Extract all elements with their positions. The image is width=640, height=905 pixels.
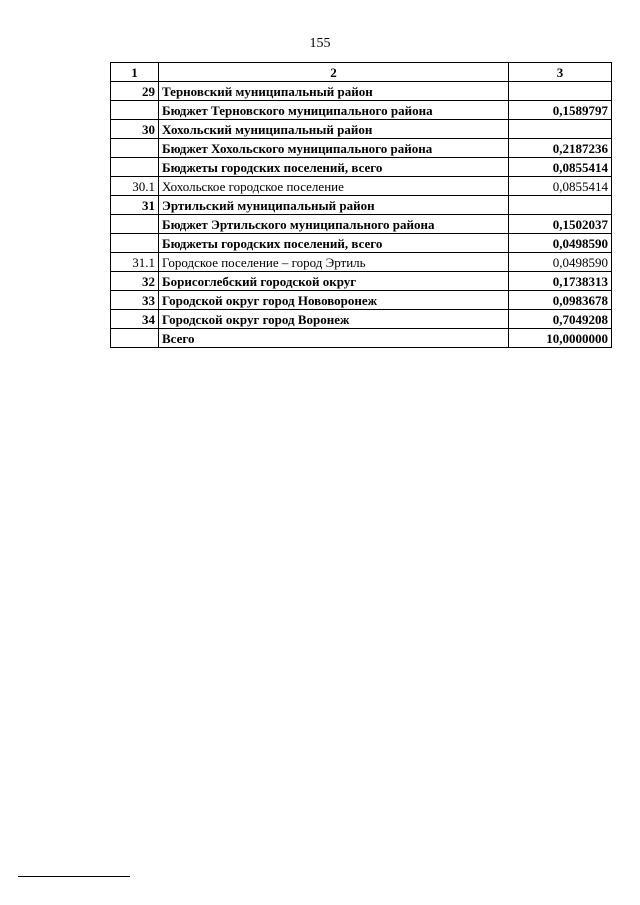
row-value: 0,0855414 <box>509 158 612 177</box>
row-number: 30.1 <box>111 177 159 196</box>
row-value: 0,1589797 <box>509 101 612 120</box>
table-row <box>111 177 612 196</box>
row-value: 0,7049208 <box>509 310 612 329</box>
row-value: 0,0498590 <box>509 253 612 272</box>
row-number: 31 <box>111 196 159 215</box>
footnote-separator <box>18 876 130 877</box>
table-body <box>111 82 612 348</box>
row-name: Борисоглебский городской округ <box>159 272 509 291</box>
table-row <box>111 253 612 272</box>
row-number: 30 <box>111 120 159 139</box>
row-name: Бюджет Терновского муниципального района <box>159 101 509 120</box>
row-value <box>509 196 612 215</box>
row-name: Хохольский муниципальный район <box>159 120 509 139</box>
row-name: Городской округ город Нововоронеж <box>159 291 509 310</box>
row-number: 29 <box>111 82 159 101</box>
row-number <box>111 234 159 253</box>
row-number: 33 <box>111 291 159 310</box>
header-row <box>111 63 612 82</box>
table-row <box>111 215 612 234</box>
row-number: 34 <box>111 310 159 329</box>
row-value: 0,1502037 <box>509 215 612 234</box>
table-row <box>111 158 612 177</box>
table-row <box>111 120 612 139</box>
row-value: 10,0000000 <box>509 329 612 348</box>
row-number <box>111 158 159 177</box>
row-number <box>111 329 159 348</box>
table-row <box>111 101 612 120</box>
table-row <box>111 291 612 310</box>
row-value: 0,0983678 <box>509 291 612 310</box>
row-value: 0,0855414 <box>509 177 612 196</box>
row-value <box>509 82 612 101</box>
header-col-2: 2 <box>159 63 509 82</box>
row-number <box>111 215 159 234</box>
total-row <box>111 329 612 348</box>
row-value <box>509 120 612 139</box>
row-name: Бюджет Эртильского муниципального района <box>159 215 509 234</box>
row-name: Терновский муниципальный район <box>159 82 509 101</box>
table-row <box>111 82 612 101</box>
table-row <box>111 139 612 158</box>
row-number: 31.1 <box>111 253 159 272</box>
row-value: 0,1738313 <box>509 272 612 291</box>
row-name: Хохольское городское поселение <box>159 177 509 196</box>
row-number <box>111 101 159 120</box>
page-number: 155 <box>309 36 331 51</box>
row-number: 32 <box>111 272 159 291</box>
row-value: 0,0498590 <box>509 234 612 253</box>
row-name: Всего <box>159 329 509 348</box>
row-name: Городское поселение – город Эртиль <box>159 253 509 272</box>
table-row <box>111 234 612 253</box>
row-number <box>111 139 159 158</box>
row-value: 0,2187236 <box>509 139 612 158</box>
header-col-3: 3 <box>509 63 612 82</box>
header-col-1: 1 <box>111 63 159 82</box>
row-name: Городской округ город Воронеж <box>159 310 509 329</box>
row-name: Эртильский муниципальный район <box>159 196 509 215</box>
row-name: Бюджеты городских поселений, всего <box>159 158 509 177</box>
allocation-table <box>110 62 612 348</box>
table-row <box>111 196 612 215</box>
table-row <box>111 310 612 329</box>
row-name: Бюджеты городских поселений, всего <box>159 234 509 253</box>
row-name: Бюджет Хохольского муниципального района <box>159 139 509 158</box>
table-row <box>111 272 612 291</box>
